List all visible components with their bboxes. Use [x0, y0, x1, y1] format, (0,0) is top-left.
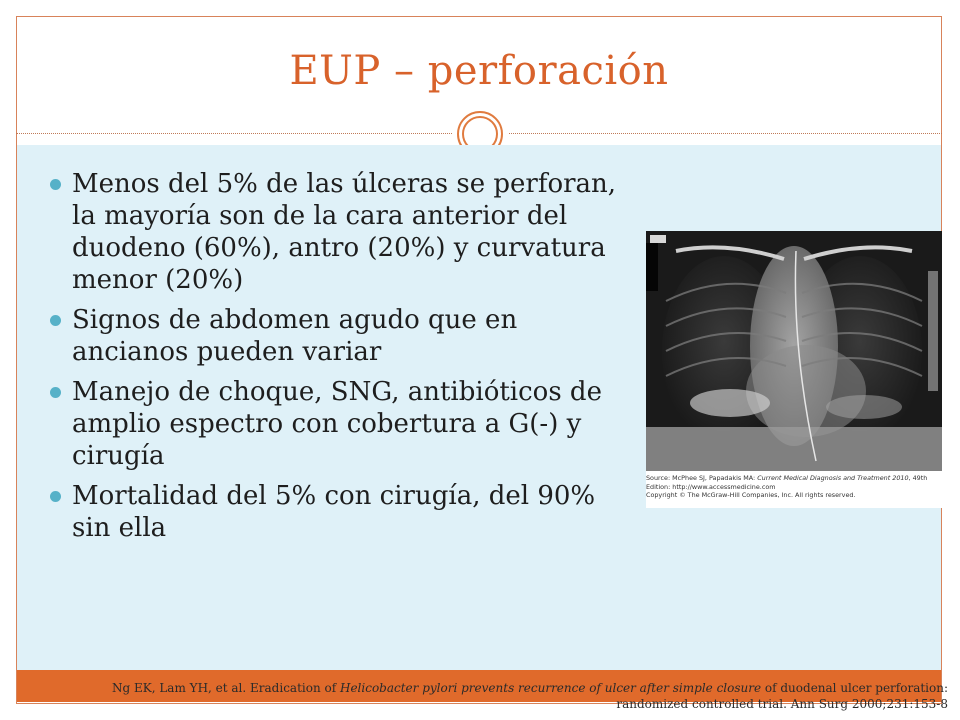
bullet-list [48, 168, 628, 552]
footer-reference: Ng EK, Lam YH, et al. Eradication of Helicobacter pylori prevents recurrence of ulcer after simple closure of duodenal ulcer perforation: randomized controlled trial. Ann Surg 2000;231:153-8 [111, 681, 948, 711]
bullet-dot-icon [50, 179, 61, 190]
bullet-text: Manejo de choque, SNG, antibióticos de amplio espectro con cobertura a G(-) y cirugía [72, 377, 602, 471]
figure-caption [646, 474, 942, 500]
bullet-dot-icon [50, 491, 61, 502]
chest-xray-image [646, 231, 942, 471]
bullet-text: Menos del 5% de las úlceras se perforan, la mayoría son de la cara anterior del duodeno (60%), antro (20%) y curvatura menor (20%) [72, 169, 617, 295]
bullet-dot-icon [50, 315, 61, 326]
bullet-item [48, 168, 628, 296]
slide-title: EUP – perforación [289, 48, 669, 94]
caption-copyright: Copyright © The McGraw-Hill Companies, Inc. All rights reserved. [646, 491, 856, 499]
bullet-text: Mortalidad del 5% con cirugía, del 90% sin ella [72, 481, 596, 543]
bullet-item [48, 304, 628, 368]
bullet-dot-icon [50, 387, 61, 398]
xray-figure [646, 231, 942, 508]
bullet-item [48, 480, 628, 544]
bullet-item [48, 376, 628, 472]
caption-source-line: Source: McPhee SJ, Papadakis MA: Current Medical Diagnosis and Treatment 2010, 49th Edition: http://www.accessmedicine.com [646, 474, 928, 491]
bullet-text: Signos de abdomen agudo que en ancianos pueden variar [72, 305, 518, 367]
